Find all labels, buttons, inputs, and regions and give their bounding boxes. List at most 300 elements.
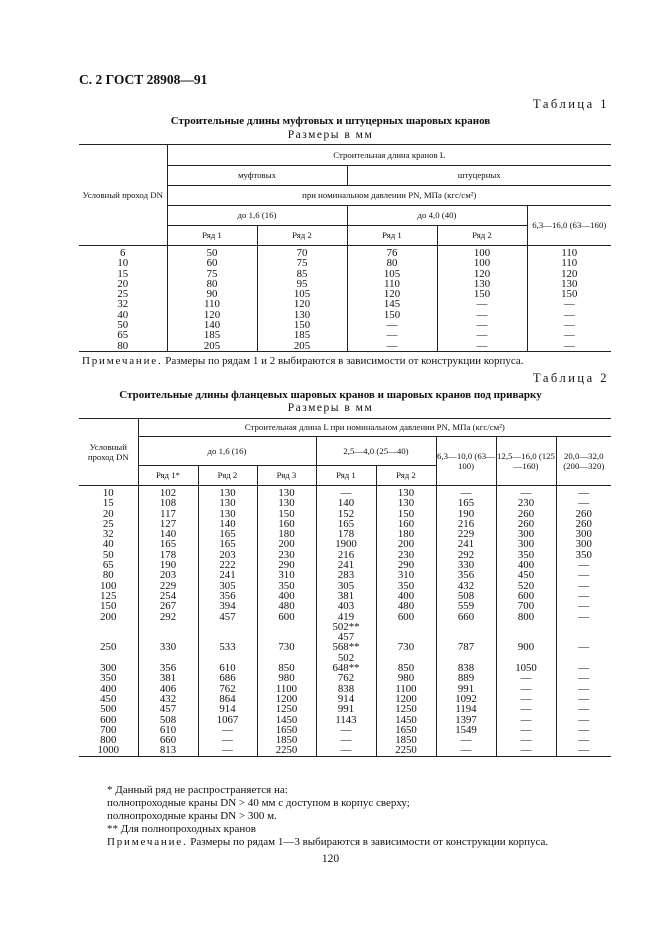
table-cell: 330 [436,560,496,570]
table-cell: — [316,735,376,745]
table-cell: 60 [167,258,257,268]
table-cell: 730 [257,642,316,663]
table-cell: 178 [138,550,198,560]
table-cell: 10 [102,487,114,499]
table-cell: — [496,673,556,683]
t1-header-muft: муфтовых [167,166,347,186]
table-cell: — [437,330,527,340]
table-cell: 980 [376,673,436,683]
table-cell: — [527,330,611,340]
table-cell: 250 [100,641,117,654]
table-cell: 559 [436,601,496,611]
table1-label: Таблица 1 [533,97,609,111]
table-cell: — [436,735,496,745]
table-cell: 130 [257,498,316,508]
table-cell: 850 [376,663,436,673]
table-cell: 600 [100,713,117,726]
table-cell: — [556,663,611,673]
table2-note-text: Размеры по рядам 1—3 выбираются в зависимости от конструкции корпуса. [187,836,549,848]
table-cell: 25 [117,288,129,301]
table-cell: 610 [138,725,198,735]
t1-header-row1: Ряд 1 [167,226,257,246]
table-cell: 432 [436,581,496,591]
table-cell: 150 [347,310,437,320]
table-cell: 400 [100,682,117,695]
table-cell: — [496,715,556,725]
table-cell: 50 [117,319,129,332]
table-cell: — [556,694,611,704]
table-cell: — [556,642,611,663]
table-cell: 1143 [316,715,376,725]
table-cell: 292 [436,550,496,560]
table-cell: 90 [167,289,257,299]
table-cell: 32 [102,528,114,541]
table-cell: 1100 [257,684,316,694]
table-cell: 305 [316,581,376,591]
table-cell: 406 [138,684,198,694]
footnote-3: полнопроходные краны DN > 300 м. [107,810,277,822]
table-cell: 864 [198,694,257,704]
table-cell: 991 [436,684,496,694]
table-cell: — [316,486,376,499]
table-cell: — [437,310,527,320]
table-cell: 900 [496,642,556,663]
table-cell: 520 [496,581,556,591]
table-cell: — [556,673,611,683]
table-cell: 330 [138,642,198,663]
table-cell: 356 [436,570,496,580]
table-cell: 216 [436,519,496,529]
table-cell: 1850 [376,735,436,745]
table-cell: — [198,725,257,735]
table-cell: 150 [100,600,117,613]
table-row [79,612,611,643]
table-cell: 980 [257,673,316,683]
table-cell: 1397 [436,715,496,725]
table-cell: 75 [167,269,257,279]
table-cell: — [556,570,611,580]
table-cell: 1092 [436,694,496,704]
table-cell: 241 [436,539,496,549]
table-cell: — [556,560,611,570]
table2 [79,418,611,757]
t2-header-upto16: до 1,6 (16) [138,437,316,466]
table-row [79,279,611,289]
t1-header-upto40: до 4,0 (40) [347,206,527,226]
table-cell: 432 [138,694,198,704]
table-cell: 241 [198,570,257,580]
table-cell: 813 [138,745,198,756]
table-row [79,341,611,352]
table-row [79,320,611,330]
table-cell: 762 [198,684,257,694]
table-cell: — [556,486,611,499]
table-cell: 2250 [376,745,436,756]
t2-header-row2: Ряд 2 [198,466,257,486]
table1-note-lead: Примечание. [82,355,163,367]
table-cell: 267 [138,601,198,611]
table-cell: 50 [102,548,114,561]
table-cell: 292 [138,612,198,643]
table2-dims: Размеры в мм [287,402,374,414]
table-cell: 568** 502 [316,642,376,663]
table-cell: 2250 [257,745,316,756]
table-cell: — [556,735,611,745]
table-cell: 140 [316,498,376,508]
table-cell: 110 [167,299,257,309]
t2-header-125-160: 12,5—16,0 (125—160) [496,437,556,486]
table-cell: 70 [257,246,347,259]
table-cell: 203 [138,570,198,580]
table-cell: 1450 [376,715,436,725]
table-cell: — [437,320,527,330]
table-cell: 508 [138,715,198,725]
t1-header-length: Строительная длина кранов L [167,145,611,166]
table-cell: 160 [376,519,436,529]
table-cell: — [527,320,611,330]
table-cell: 229 [138,581,198,591]
table-cell: 283 [316,570,376,580]
table-cell: 32 [117,298,129,311]
table-cell: 1250 [376,704,436,714]
t1-header-pn: при номинальном давлении PN, МПа (кгс/см²) [167,186,611,206]
table-cell: 130 [437,279,527,289]
table-cell: 1100 [376,684,436,694]
t1-header-row1b: Ряд 1 [347,226,437,246]
table-cell: 300 [496,539,556,549]
table-cell: 260 [496,509,556,519]
table-cell: 216 [316,550,376,560]
table-cell: — [496,486,556,499]
t1-header-upto16: до 1,6 (16) [167,206,347,226]
table-cell: 165 [436,498,496,508]
table-cell: 1050 [496,663,556,673]
table-cell: 600 [496,591,556,601]
page-number: 120 [321,853,340,865]
footnote-2: полнопроходные краны DN > 40 мм с доступом в корпус сверху; [107,797,410,809]
table-cell: 15 [102,497,114,510]
table-cell: 185 [257,330,347,340]
table1-body [79,246,611,352]
table-cell: 108 [138,498,198,508]
t2-header-63-100: 6,3—10,0 (63—100) [436,437,496,486]
table-cell: 130 [257,486,316,499]
table-cell: 110 [527,258,611,268]
table-cell: 290 [257,560,316,570]
table-cell: — [556,498,611,508]
table-cell: 130 [527,279,611,289]
t2-header-200-320: 20,0—32,0 (200—320) [556,437,611,486]
table-cell: — [556,725,611,735]
table-cell: 230 [257,550,316,560]
table-cell: 230 [376,550,436,560]
table-row [79,310,611,320]
table-cell: 203 [198,550,257,560]
table-cell: 120 [527,269,611,279]
table-cell: 254 [138,591,198,601]
table-cell: 381 [138,673,198,683]
table-row [79,745,611,756]
table-cell: 533 [198,642,257,663]
table-cell: — [556,612,611,643]
table-cell: 205 [257,341,347,352]
table-cell: — [556,715,611,725]
table-cell: 610 [198,663,257,673]
t1-header-63-160: 6,3—16,0 (63—160) [527,206,611,246]
table-cell: — [527,341,611,352]
table-cell: — [556,684,611,694]
table-cell: 600 [376,612,436,643]
table-cell: 600 [257,612,316,643]
table-cell: 150 [257,320,347,330]
table-cell: 85 [257,269,347,279]
table-cell: 125 [100,589,117,602]
table-cell: 300 [556,529,611,539]
table-cell: 394 [198,601,257,611]
table-cell: 300 [100,662,117,675]
table-cell: 1200 [257,694,316,704]
table-cell: — [556,601,611,611]
table-cell: — [556,591,611,601]
table-cell: 130 [198,486,257,499]
t1-header-shtuc: штуцерных [347,166,611,186]
table-cell: 140 [198,519,257,529]
table2-body [79,486,611,757]
table-cell: 1900 [316,539,376,549]
table-row [79,289,611,299]
table-cell: 480 [376,601,436,611]
table2-label: Таблица 2 [533,371,609,385]
table-cell: — [496,694,556,704]
table-cell: — [347,330,437,340]
table-cell: 305 [198,581,257,591]
t2-header-row1s: Ряд 1* [138,466,198,486]
table-cell: 105 [347,269,437,279]
table-cell: 700 [100,723,117,736]
table-cell: 140 [167,320,257,330]
table-cell: 1650 [376,725,436,735]
table-cell: 152 [316,509,376,519]
footnote-1: * Данный ряд не распространяется на: [107,784,288,796]
table-cell: 381 [316,591,376,601]
table-cell: 80 [347,258,437,268]
t1-header-row2: Ряд 2 [257,226,347,246]
table-cell: 15 [117,267,129,280]
table-cell: 117 [138,509,198,519]
table-cell: 400 [257,591,316,601]
table-cell: 350 [376,581,436,591]
table-cell: — [198,745,257,756]
table-cell: 1850 [257,735,316,745]
table2-title: Строительные длины фланцевых шаровых кранов и шаровых кранов под приварку [119,389,542,401]
table-cell: 1250 [257,704,316,714]
table-cell: — [436,486,496,499]
table-cell: 838 [436,663,496,673]
table-cell: 400 [376,591,436,601]
table-cell: 350 [556,550,611,560]
table-cell: 95 [257,279,347,289]
table-cell: — [316,725,376,735]
table-cell: 80 [79,341,167,352]
t1-header-row2b: Ряд 2 [437,226,527,246]
table-cell: 260 [556,519,611,529]
t2-header-length: Строительная длина L при номинальном давлении PN, МПа (кгс/см²) [138,419,611,437]
table-cell: 130 [198,498,257,508]
table-cell: 508 [436,591,496,601]
table-cell: — [316,745,376,756]
table-cell: 100 [100,579,117,592]
table-cell: 150 [527,289,611,299]
table-cell: 222 [198,560,257,570]
table-cell: 889 [436,673,496,683]
table-cell: 65 [117,329,129,342]
table-cell: — [496,745,556,756]
table-cell: 260 [556,509,611,519]
table-cell: 350 [100,672,117,685]
table-cell: 730 [376,642,436,663]
table-cell: — [496,735,556,745]
table-cell: — [436,745,496,756]
table-cell: 200 [100,610,117,623]
page-header: С. 2 ГОСТ 28908—91 [79,72,208,87]
table-cell: 130 [198,509,257,519]
table-cell: 178 [316,529,376,539]
table-cell: 20 [117,277,129,290]
table-cell: 130 [376,486,436,499]
table-cell: 65 [102,559,114,572]
table1-title: Строительные длины муфтовых и штуцерных шаровых кранов [170,115,491,127]
table-cell: 1450 [257,715,316,725]
table-cell: 1067 [198,715,257,725]
table-cell: 185 [167,330,257,340]
table-row [79,246,611,259]
t2-header-row1: Ряд 1 [316,466,376,486]
table-cell: 145 [347,299,437,309]
table-cell: 914 [316,694,376,704]
table-cell: 25 [102,517,114,530]
table-cell: — [527,310,611,320]
table1-dims: Размеры в мм [287,129,374,141]
table-cell: 1194 [436,704,496,714]
table-cell: 102 [138,486,198,499]
table-cell: 241 [316,560,376,570]
table-cell: 165 [316,519,376,529]
table-cell: 300 [556,539,611,549]
table-cell: 403 [316,601,376,611]
table-cell: 290 [376,560,436,570]
table-cell: 160 [257,519,316,529]
table-cell: 686 [198,673,257,683]
table-cell: 150 [257,509,316,519]
table-cell: 165 [198,539,257,549]
table-cell: 787 [436,642,496,663]
table-cell: — [496,725,556,735]
table-cell: 457 [138,704,198,714]
table-cell: 200 [257,539,316,549]
table-cell: 120 [347,289,437,299]
table-cell: 400 [496,560,556,570]
table-cell: — [437,341,527,352]
table-cell: 500 [100,703,117,716]
table2-note-lead: Примечание. [107,836,188,848]
table-cell: — [527,299,611,309]
table-cell: 1000 [79,745,138,756]
table-cell: 140 [138,529,198,539]
table-cell: 356 [138,663,198,673]
table-cell: 40 [102,538,114,551]
table-row [79,704,611,714]
table-row [79,299,611,309]
table-cell: 127 [138,519,198,529]
table-cell: — [496,684,556,694]
table1 [79,144,611,352]
table-cell: 110 [527,246,611,259]
table-cell: 450 [100,692,117,705]
table-cell: 150 [376,509,436,519]
table-cell: 838 [316,684,376,694]
table-cell: 40 [117,308,129,321]
table-cell: 150 [437,289,527,299]
table-cell: 419 502** 457 [316,612,376,643]
table-cell: — [347,341,437,352]
table-cell: 130 [257,310,347,320]
table-cell: — [496,704,556,714]
table-cell: 190 [436,509,496,519]
table-cell: 700 [496,601,556,611]
table-cell: 20 [102,507,114,520]
t1-header-dn: Условный проход DN [79,145,167,246]
t2-header-row3: Ряд 3 [257,466,316,486]
table-cell: 76 [347,246,437,259]
table-cell: 914 [198,704,257,714]
table-cell: 105 [257,289,347,299]
table-cell: 800 [496,612,556,643]
table-cell: 80 [167,279,257,289]
table-cell: 80 [102,569,114,582]
table-cell: 50 [167,246,257,259]
t2-header-25-40: 2,5—4,0 (25—40) [316,437,436,466]
table-cell: 660 [436,612,496,643]
table-cell: 205 [167,341,257,352]
table-cell: — [556,745,611,756]
table-cell: 10 [117,257,129,270]
table-cell: 75 [257,258,347,268]
table-cell: 1650 [257,725,316,735]
table-cell: 130 [376,498,436,508]
table2-note [107,836,548,848]
table-cell: 660 [138,735,198,745]
table-cell: 120 [167,310,257,320]
table1-note-text: Размеры по рядам 1 и 2 выбираются в зависимости от конструкции корпуса. [162,355,524,367]
table-cell: 762 [316,673,376,683]
table-cell: 165 [138,539,198,549]
table-cell: — [556,581,611,591]
table-cell: 180 [376,529,436,539]
table-row [79,258,611,268]
table-cell: 350 [496,550,556,560]
table-cell: 100 [437,258,527,268]
table-cell: 6 [120,247,126,259]
table-cell: 648** [316,663,376,673]
table-cell: 180 [257,529,316,539]
table-cell: 190 [138,560,198,570]
table-row [79,642,611,663]
table-cell: — [556,704,611,714]
table-cell: — [347,320,437,330]
table-cell: 200 [376,539,436,549]
table-cell: 457 [198,612,257,643]
table-cell: 120 [257,299,347,309]
